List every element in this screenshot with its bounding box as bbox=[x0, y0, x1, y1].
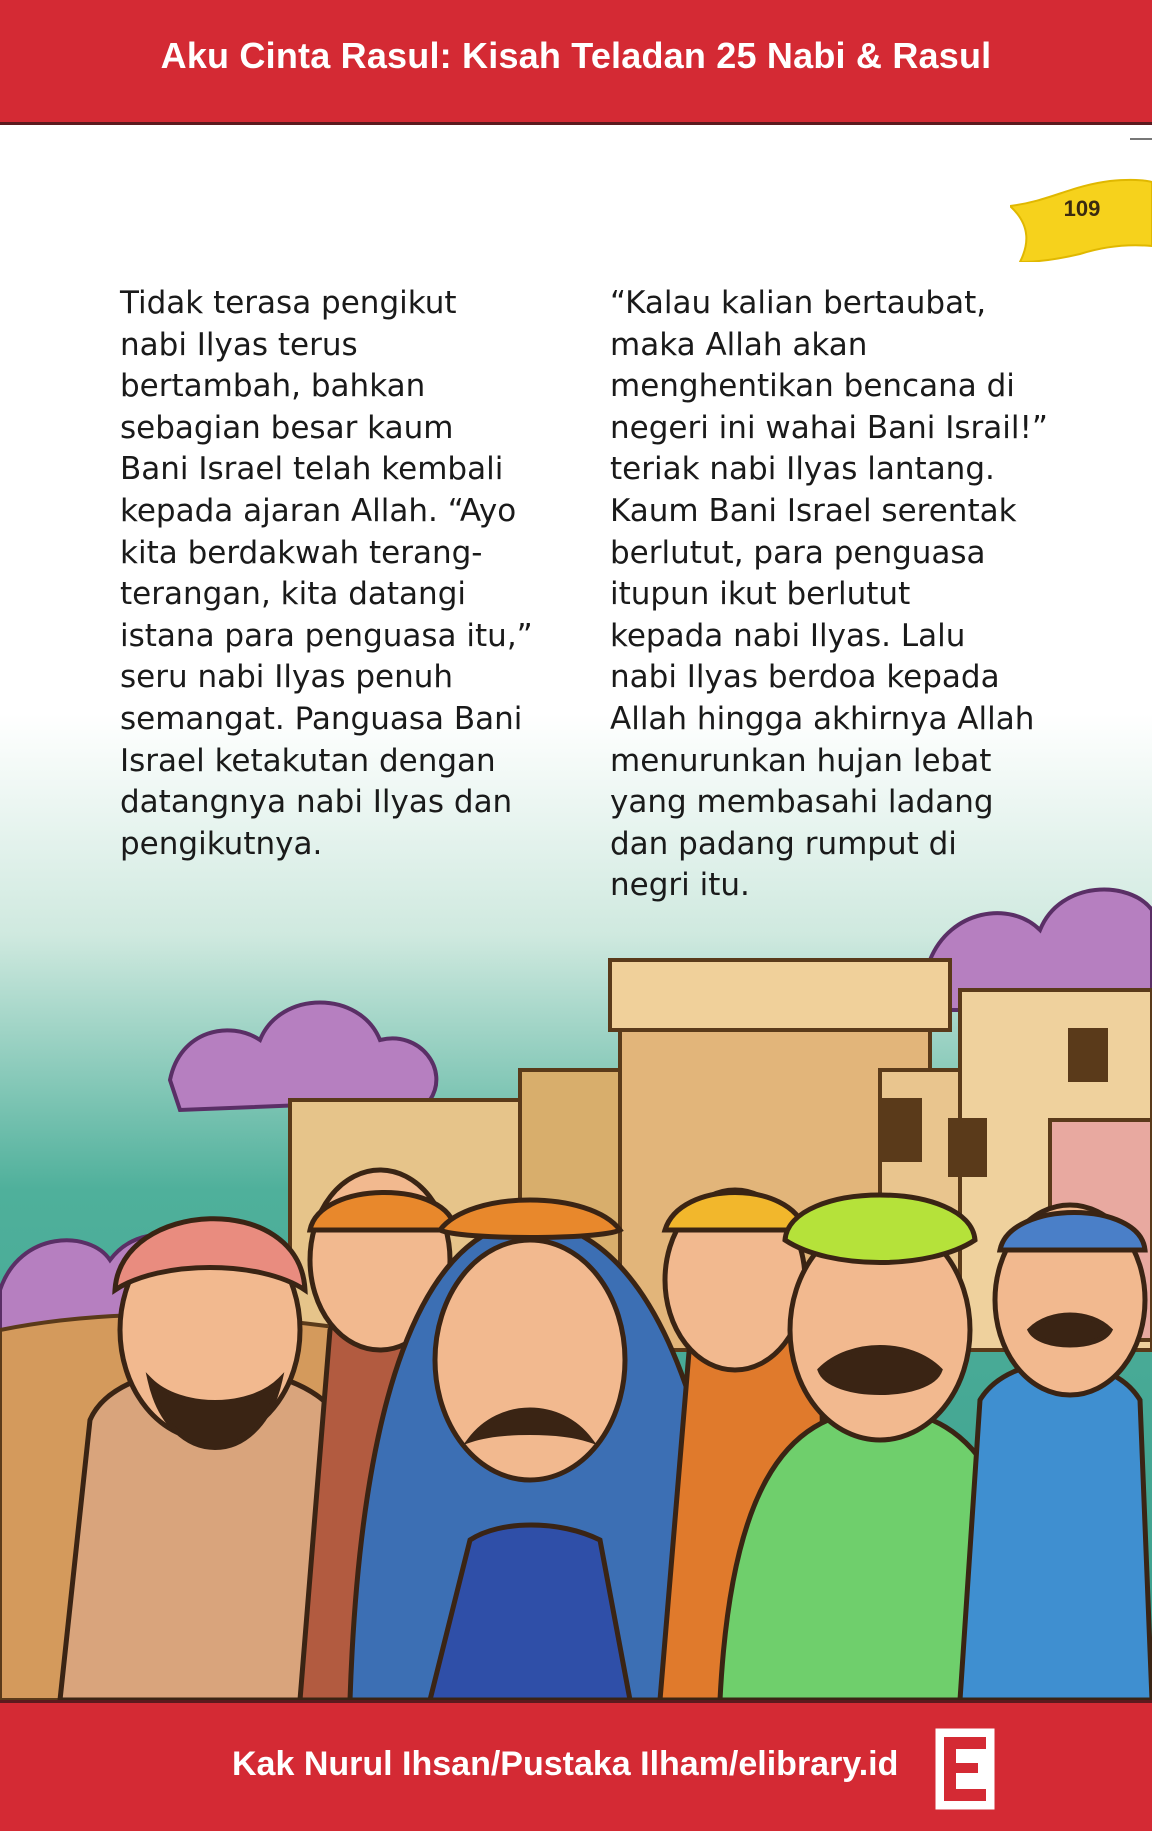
book-footer bbox=[0, 1700, 1152, 1831]
story-paragraph-right: “Kalau kalian bertaubat, maka Allah akan menghentikan bencana di negeri ini wahai Bani Israil!” teriak nabi Ilyas lantang. Kaum Bani Israel serentak berlutut, para penguasa itupun ikut berlutut kepada nabi Ilyas. Lalu nabi Ilyas berdoa kepada Allah hingga akhirnya Allah menurunkan hujan lebat yang membasahi ladang dan padang rumput di negri itu. bbox=[610, 285, 1048, 904]
book-header bbox=[0, 0, 1152, 125]
page-number: 109 bbox=[1063, 196, 1101, 221]
story-paragraph-left: Tidak terasa pengikut nabi Ilyas terus bertambah, bahkan sebagian besar kaum Bani Israel telah kembali kepada ajaran Allah. “Ayo kita berdakwah terang- terangan, kita datangi istana para penguasa itu,” seru nabi Ilyas penuh semangat. Panguasa Bani Israel ketakutan dengan datangnya nabi Ilyas dan pengikutnya. bbox=[120, 285, 533, 862]
book-title: Aku Cinta Rasul: Kisah Teladan 25 Nabi & Rasul bbox=[160, 35, 992, 76]
elibrary-logo-icon bbox=[934, 1727, 996, 1811]
author-credit: Kak Nurul Ihsan/Pustaka Ilham/elibrary.id bbox=[232, 1745, 899, 1783]
crop-mark bbox=[1130, 138, 1152, 140]
